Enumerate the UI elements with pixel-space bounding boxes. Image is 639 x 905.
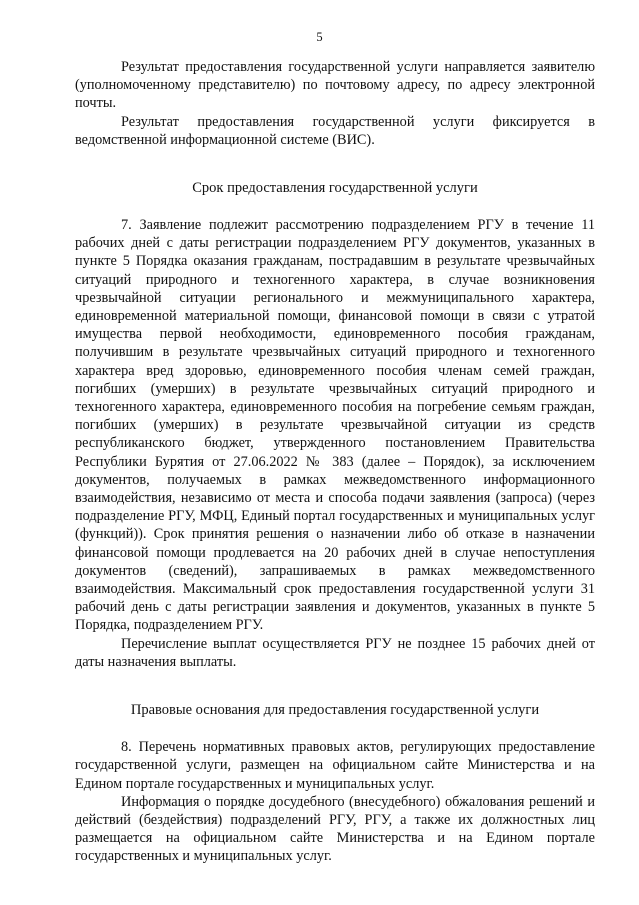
- paragraph-appeal-info: Информация о порядке досудебного (внесудебного) обжалования решений и действий (бездействия) подразделений РГУ, РГУ, а также их должностных лиц размещается на официальном сайте Министерства и на Едином портале государственных и муниципальных услуг.: [75, 793, 595, 865]
- paragraph-result-recording: Результат предоставления государственной услуги фиксируется в ведомственной информационной системе (ВИС).: [75, 113, 595, 148]
- paragraph-item-7: 7. Заявление подлежит рассмотрению подразделением РГУ в течение 11 рабочих дней с даты регистрации подразделением РГУ документов, указанных в пункте 5 Порядка оказания гражданам, пострадавшим в результате чрезвычайных ситуаций природного и техногенного характера, в случае возникновения чрезвычайной ситуации регионального и межмуниципального характера, единовременной материальной помощи, финансовой помощи в связи с утратой имущества первой необходимости, единовременного пособия гражданам, получившим в результате чрезвычайных ситуаций природного и техногенного характера вред здоровью, единовременного пособия членам семей граждан, погибших (умерших) в результате чрезвычайных ситуаций природного и техногенного характера, единовременного пособия на погребение семьям граждан, погибших (умерших) в результате чрезвычайной ситуации из средств республиканского бюджет, утвержденного постановлением Правительства Республики Бурятия от 27.06.2022 № 383 (далее – Порядок), за исключением документов, получаемых в рамках межведомственного информационного взаимодействия, независимо от места и способа подачи заявления (запроса) (через подразделение РГУ, МФЦ, Единый портал государственных и муниципальных услуг (функций)). Срок принятия решения о назначении либо об отказе в назначении финансовой помощи продлевается на 20 рабочих дней в случае непоступления документов (сведений), запрашиваемых в рамках межведомственного взаимодействия. Максимальный срок предоставления государственной услуги 31 рабочий день с даты регистрации заявления и документов, указанных в пункте 5 Порядка, подразделением РГУ.: [75, 217, 595, 634]
- document-body: [75, 58, 595, 866]
- page-number: 5: [316, 30, 323, 44]
- paragraph-payment-transfer: Перечисление выплат осуществляется РГУ не позднее 15 рабочих дней от даты назначения выплаты.: [75, 635, 595, 670]
- paragraph-result-delivery: Результат предоставления государственной услуги направляется заявителю (уполномоченному представителю) по почтовому адресу, по адресу электронной почты.: [75, 59, 595, 112]
- paragraph-item-8: 8. Перечень нормативных правовых актов, регулирующих предоставление государственной услуги, размещен на официальном сайте Министерства и на Едином портале государственных и муниципальных услуг.: [75, 739, 595, 792]
- heading-legal-grounds: Правовые основания для предоставления государственной услуги: [130, 702, 540, 719]
- heading-service-term: Срок предоставления государственной услуги: [192, 180, 478, 197]
